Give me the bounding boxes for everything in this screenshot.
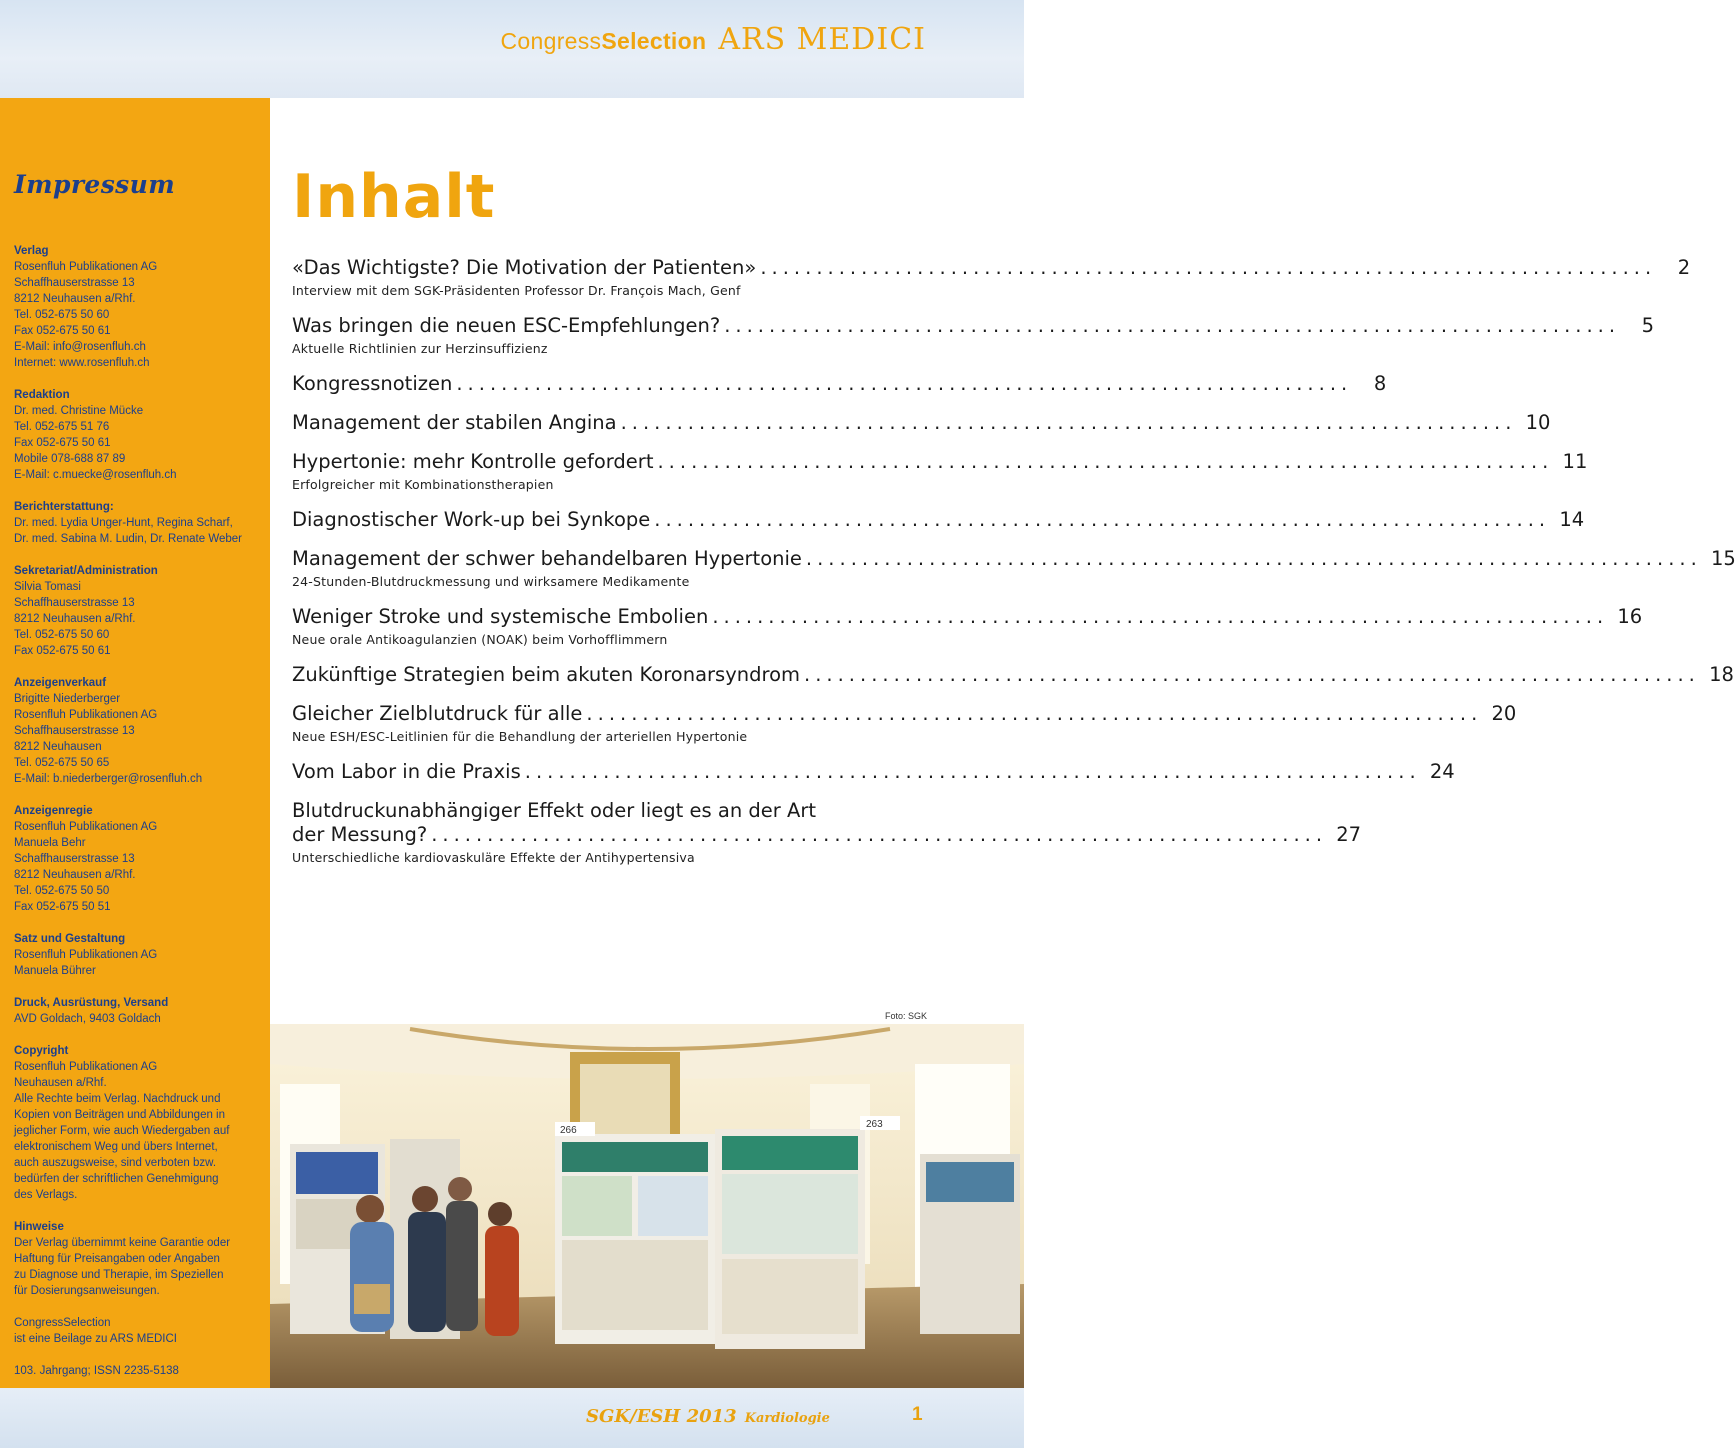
toc-leader-dots: ................................................................................ xyxy=(657,450,1554,473)
toc-entry[interactable] xyxy=(292,508,1585,532)
toc-row xyxy=(292,605,1643,629)
toc-title: Zukünftige Strategien beim akuten Koronarsyndrom xyxy=(292,663,800,686)
toc-leader-dots: ................................................................................ xyxy=(524,760,1421,783)
impressum-line: Rosenfluh Publikationen AG xyxy=(14,821,158,833)
impressum-heading: Redaktion xyxy=(14,389,70,401)
impressum-block xyxy=(14,243,256,371)
impressum-blocks xyxy=(14,243,256,1379)
impressum-heading: Anzeigenverkauf xyxy=(14,677,107,689)
toc-row xyxy=(292,702,1517,726)
toc-subtitle: 24-Stunden-Blutdruckmessung und wirksamere Medikamente xyxy=(292,574,690,589)
impressum-heading: Berichterstattung: xyxy=(14,501,114,513)
impressum-line: Rosenfluh Publikationen AG xyxy=(14,949,158,961)
impressum-line: Manuela Bührer xyxy=(14,965,96,977)
impressum-line: Manuela Behr xyxy=(14,837,86,849)
impressum-line: E-Mail: b.niederberger@rosenfluh.ch xyxy=(14,773,203,785)
toc-page-number: 5 xyxy=(1641,314,1655,337)
impressum-heading: Verlag xyxy=(14,245,49,257)
toc-entry[interactable] xyxy=(292,450,1588,493)
toc-list xyxy=(292,256,1736,866)
toc-page-number: 18 xyxy=(1709,663,1734,686)
impressum-heading: Anzeigenregie xyxy=(14,805,93,817)
toc-title: Management der stabilen Angina xyxy=(292,411,617,434)
impressum-block xyxy=(14,1043,256,1203)
impressum-heading: Sekretariat/Administration xyxy=(14,565,158,577)
impressum-line: 8212 Neuhausen a/Rhf. xyxy=(14,869,136,881)
table-of-contents xyxy=(292,160,1736,881)
impressum-line: ist eine Beilage zu ARS MEDICI xyxy=(14,1333,177,1345)
toc-leader-dots: ................................................................................ xyxy=(620,411,1517,434)
toc-title: Gleicher Zielblutdruck für alle xyxy=(292,702,583,725)
impressum-line: Kopien von Beiträgen und Abbildungen in xyxy=(14,1109,226,1121)
impressum-line: Neuhausen a/Rhf. xyxy=(14,1077,107,1089)
impressum-block xyxy=(14,1219,256,1299)
toc-row xyxy=(292,256,1691,280)
toc-page-number: 8 xyxy=(1373,372,1387,395)
impressum-title: Impressum xyxy=(14,170,176,199)
toc-row xyxy=(292,508,1585,532)
impressum-line: Mobile 078-688 87 89 xyxy=(14,453,126,465)
impressum-block xyxy=(14,931,256,979)
toc-entry[interactable] xyxy=(292,760,1455,784)
impressum-line: Fax 052-675 50 51 xyxy=(14,901,111,913)
impressum-line: 8212 Neuhausen a/Rhf. xyxy=(14,613,136,625)
impressum-line: Dr. med. Lydia Unger-Hunt, Regina Scharf, xyxy=(14,517,233,529)
toc-title: «Das Wichtigste? Die Motivation der Patienten» xyxy=(292,256,757,279)
toc-row xyxy=(292,760,1455,784)
toc-title: Kongressnotizen xyxy=(292,372,453,395)
toc-title: Hypertonie: mehr Kontrolle gefordert xyxy=(292,450,654,473)
toc-entry[interactable] xyxy=(292,411,1551,435)
poster-hall-illustration xyxy=(270,1024,1024,1388)
impressum-line: Schaffhauserstrasse 13 xyxy=(14,277,135,289)
impressum-line: jeglicher Form, wie auch Wiedergaben auf xyxy=(14,1125,230,1137)
toc-leader-dots: ................................................................................ xyxy=(760,256,1657,279)
toc-page-number: 11 xyxy=(1562,450,1588,473)
impressum-line: Schaffhauserstrasse 13 xyxy=(14,853,135,865)
footer-section: Kardiologie xyxy=(744,1411,830,1426)
page-footer xyxy=(0,1388,1024,1448)
toc-title-line: Blutdruckunabhängiger Effekt oder liegt es an der Art xyxy=(292,799,816,822)
toc-row xyxy=(292,314,1655,338)
toc-entry[interactable] xyxy=(292,702,1517,745)
toc-entry[interactable] xyxy=(292,256,1691,299)
impressum-line: CongressSelection xyxy=(14,1317,111,1329)
impressum-block xyxy=(14,1363,256,1379)
toc-leader-dots: ................................................................................ xyxy=(654,508,1551,531)
impressum-line: E-Mail: c.muecke@rosenfluh.ch xyxy=(14,469,177,481)
toc-row xyxy=(292,823,1362,847)
toc-leader-dots: ................................................................................ xyxy=(805,547,1702,570)
brand-logo xyxy=(501,22,926,62)
toc-title: Vom Labor in die Praxis xyxy=(292,760,521,783)
impressum-line: bedürfen der schriftlichen Genehmigung xyxy=(14,1173,219,1185)
toc-row xyxy=(292,547,1736,571)
page-title: Inhalt xyxy=(292,162,496,232)
impressum-line: 103. Jahrgang; ISSN 2235-5138 xyxy=(14,1365,179,1377)
toc-title: der Messung? xyxy=(292,823,428,846)
toc-leader-dots: ................................................................................ xyxy=(712,605,1609,628)
impressum-line: 8212 Neuhausen xyxy=(14,741,102,753)
toc-page-number: 27 xyxy=(1336,823,1362,846)
toc-title: Was bringen die neuen ESC-Empfehlungen? xyxy=(292,314,721,337)
toc-entry[interactable] xyxy=(292,605,1643,648)
impressum-sidebar xyxy=(0,98,270,1388)
impressum-block xyxy=(14,499,256,547)
brand-congress-selection: CongressSelection xyxy=(500,28,707,54)
impressum-line: Tel. 052-675 50 50 xyxy=(14,885,110,897)
impressum-heading: Druck, Ausrüstung, Versand xyxy=(14,997,169,1009)
footer-journal xyxy=(586,1406,830,1427)
impressum-line: Schaffhauserstrasse 13 xyxy=(14,725,135,737)
impressum-line: Brigitte Niederberger xyxy=(14,693,121,705)
impressum-line: Silvia Tomasi xyxy=(14,581,81,593)
impressum-line: Der Verlag übernimmt keine Garantie oder xyxy=(14,1237,231,1249)
impressum-line: E-Mail: info@rosenfluh.ch xyxy=(14,341,146,353)
impressum-line: Fax 052-675 50 61 xyxy=(14,437,111,449)
toc-subtitle: Erfolgreicher mit Kombinationstherapien xyxy=(292,477,554,492)
toc-entry[interactable] xyxy=(292,314,1655,357)
toc-title: Diagnostischer Work-up bei Synkope xyxy=(292,508,651,531)
impressum-block xyxy=(14,387,256,483)
impressum-line: Alle Rechte beim Verlag. Nachdruck und xyxy=(14,1093,221,1105)
impressum-line: Fax 052-675 50 61 xyxy=(14,645,111,657)
impressum-block xyxy=(14,995,256,1027)
impressum-heading: Satz und Gestaltung xyxy=(14,933,126,945)
photo-credit: Foto: SGK xyxy=(884,1011,927,1021)
impressum-heading: Copyright xyxy=(14,1045,69,1057)
toc-page-number: 15 xyxy=(1710,547,1736,570)
impressum-heading: Hinweise xyxy=(14,1221,64,1233)
impressum-line: 8212 Neuhausen a/Rhf. xyxy=(14,293,136,305)
impressum-line: des Verlags. xyxy=(14,1189,78,1201)
impressum-block xyxy=(14,803,256,915)
toc-leader-dots: ................................................................................ xyxy=(724,314,1621,337)
impressum-line: Tel. 052-675 50 65 xyxy=(14,757,110,769)
impressum-line: Schaffhauserstrasse 13 xyxy=(14,597,135,609)
poster-session-photo xyxy=(270,1024,1024,1388)
impressum-line: Dr. med. Sabina M. Ludin, Dr. Renate Weber xyxy=(14,533,242,545)
toc-entry[interactable] xyxy=(292,799,1362,866)
poster-number-right: 263 xyxy=(866,1119,883,1130)
toc-leader-dots: ................................................................................ xyxy=(431,823,1328,846)
brand-ars-medici: ARS MEDICI xyxy=(718,22,926,57)
toc-subtitle: Aktuelle Richtlinien zur Herzinsuffizienz xyxy=(292,341,548,356)
impressum-line: Rosenfluh Publikationen AG xyxy=(14,1061,158,1073)
toc-page-number: 2 xyxy=(1677,256,1691,279)
toc-title: Weniger Stroke und systemische Embolien xyxy=(292,605,709,628)
toc-page-number: 14 xyxy=(1559,508,1585,531)
toc-page-number: 24 xyxy=(1429,760,1455,783)
impressum-block xyxy=(14,563,256,659)
toc-row xyxy=(292,450,1588,474)
impressum-line: zu Diagnose und Therapie, im Speziellen xyxy=(14,1269,224,1281)
impressum-line: Tel. 052-675 51 76 xyxy=(14,421,110,433)
toc-leader-dots: ................................................................................ xyxy=(456,372,1353,395)
footer-journal-title: SGK/ESH 2013 xyxy=(586,1406,737,1427)
toc-row xyxy=(292,372,1387,396)
toc-page-number: 20 xyxy=(1491,702,1517,725)
toc-row xyxy=(292,411,1551,435)
toc-subtitle: Neue orale Antikoagulanzien (NOAK) beim Vorhofflimmern xyxy=(292,632,668,647)
toc-subtitle: Neue ESH/ESC-Leitlinien für die Behandlung der arteriellen Hypertonie xyxy=(292,729,748,744)
impressum-line: Tel. 052-675 50 60 xyxy=(14,629,110,641)
impressum-line: elektronischem Weg und übers Internet, xyxy=(14,1141,218,1153)
toc-page-number: 10 xyxy=(1525,411,1551,434)
impressum-line: Fax 052-675 50 61 xyxy=(14,325,111,337)
impressum-line: Rosenfluh Publikationen AG xyxy=(14,709,158,721)
impressum-line: Rosenfluh Publikationen AG xyxy=(14,261,158,273)
toc-entry[interactable] xyxy=(292,547,1736,590)
impressum-line: für Dosierungsanweisungen. xyxy=(14,1285,160,1297)
toc-title: Management der schwer behandelbaren Hypertonie xyxy=(292,547,802,570)
toc-page-number: 16 xyxy=(1617,605,1643,628)
page-number: 1 xyxy=(912,1404,923,1425)
impressum-line: Internet: www.rosenfluh.ch xyxy=(14,357,150,369)
toc-leader-dots: ................................................................................ xyxy=(586,702,1483,725)
toc-row xyxy=(292,663,1734,687)
impressum-line: Tel. 052-675 50 60 xyxy=(14,309,110,321)
impressum-line: Dr. med. Christine Mücke xyxy=(14,405,144,417)
toc-subtitle: Unterschiedliche kardiovaskuläre Effekte der Antihypertensiva xyxy=(292,850,695,865)
impressum-block xyxy=(14,675,256,787)
poster-number-left: 266 xyxy=(560,1125,577,1136)
impressum-line: auch auszugsweise, sind verboten bzw. xyxy=(14,1157,217,1169)
toc-entry[interactable] xyxy=(292,663,1734,687)
toc-entry[interactable] xyxy=(292,372,1387,396)
toc-subtitle: Interview mit dem SGK-Präsidenten Professor Dr. François Mach, Genf xyxy=(292,283,741,298)
impressum-line: Haftung für Preisangaben oder Angaben xyxy=(14,1253,220,1265)
page-header xyxy=(0,0,1024,98)
impressum-block xyxy=(14,1315,256,1347)
impressum-line: AVD Goldach, 9403 Goldach xyxy=(14,1013,161,1025)
toc-leader-dots: ................................................................................ xyxy=(804,663,1700,686)
